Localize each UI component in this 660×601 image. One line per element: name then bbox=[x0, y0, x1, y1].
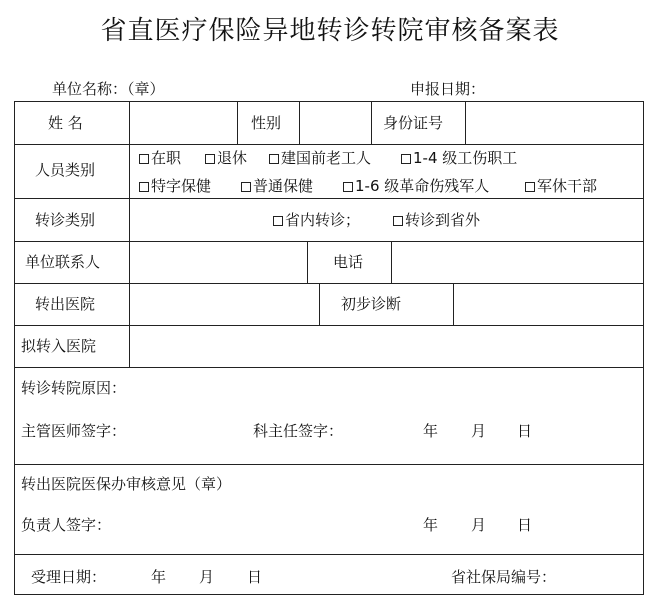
row-divider bbox=[15, 554, 643, 555]
col-divider bbox=[237, 102, 238, 144]
col-divider bbox=[371, 102, 372, 144]
row-divider bbox=[15, 198, 643, 199]
id-number-label: 身份证号 bbox=[383, 114, 444, 132]
form-title: 省直医疗保险异地转诊转院审核备案表 bbox=[100, 16, 560, 46]
person-category-label: 人员类别 bbox=[35, 161, 96, 179]
to-hospital-label: 拟转入医院 bbox=[21, 337, 97, 355]
unit-name-label: 单位名称：（章） bbox=[52, 80, 165, 98]
checkbox-icon bbox=[393, 216, 403, 226]
category-option-veteran-worker[interactable]: 建国前老工人 bbox=[269, 149, 371, 167]
category-option-retired-cadre[interactable]: 军休干部 bbox=[525, 177, 597, 195]
diagnosis-label: 初步诊断 bbox=[341, 295, 402, 313]
year-label: 年 bbox=[423, 422, 439, 440]
category-option-normal-care[interactable]: 普通保健 bbox=[241, 177, 313, 195]
row-divider bbox=[15, 241, 643, 242]
col-divider bbox=[391, 241, 392, 283]
row-divider bbox=[15, 283, 643, 284]
transfer-reason-label: 转诊转院原因： bbox=[21, 379, 127, 397]
row-divider bbox=[15, 464, 643, 465]
name-label: 姓 名 bbox=[48, 114, 83, 132]
row-divider bbox=[15, 144, 643, 145]
checkbox-icon bbox=[401, 154, 411, 164]
year-label: 年 bbox=[423, 516, 439, 534]
report-date-label: 申报日期： bbox=[410, 80, 486, 98]
year-label: 年 bbox=[151, 568, 167, 586]
category-option-injured-worker[interactable]: 1-4 级工伤职工 bbox=[401, 149, 517, 167]
checkbox-icon bbox=[269, 154, 279, 164]
day-label: 日 bbox=[247, 568, 263, 586]
director-signature-label: 科主任签字： bbox=[253, 422, 344, 440]
month-label: 月 bbox=[471, 422, 487, 440]
label-column-divider bbox=[129, 102, 130, 367]
row-divider bbox=[15, 367, 643, 368]
checkbox-icon bbox=[343, 182, 353, 192]
day-label: 日 bbox=[517, 422, 533, 440]
col-divider bbox=[299, 102, 300, 144]
checkbox-icon bbox=[205, 154, 215, 164]
col-divider bbox=[453, 283, 454, 325]
month-label: 月 bbox=[199, 568, 215, 586]
responsible-signature-label: 负责人签字： bbox=[21, 516, 112, 534]
bureau-number-label: 省社保局编号： bbox=[451, 568, 557, 586]
from-hospital-label: 转出医院 bbox=[35, 295, 96, 313]
checkbox-icon bbox=[273, 216, 283, 226]
checkbox-icon bbox=[241, 182, 251, 192]
doctor-signature-label: 主管医师签字： bbox=[21, 422, 127, 440]
transfer-option-in-province[interactable]: 省内转诊； bbox=[273, 211, 360, 229]
unit-contact-label: 单位联系人 bbox=[25, 253, 101, 271]
month-label: 月 bbox=[471, 516, 487, 534]
category-option-retired[interactable]: 退休 bbox=[205, 149, 247, 167]
checkbox-icon bbox=[139, 182, 149, 192]
checkbox-icon bbox=[139, 154, 149, 164]
accept-date-label: 受理日期： bbox=[31, 568, 107, 586]
col-divider bbox=[319, 283, 320, 325]
checkbox-icon bbox=[525, 182, 535, 192]
insurance-office-opinion-label: 转出医院医保办审核意见（章） bbox=[21, 475, 232, 493]
col-divider bbox=[465, 102, 466, 144]
category-option-disabled-soldier[interactable]: 1-6 级革命伤残军人 bbox=[343, 177, 489, 195]
phone-label: 电话 bbox=[333, 253, 364, 271]
col-divider bbox=[307, 241, 308, 283]
row-divider bbox=[15, 325, 643, 326]
gender-label: 性别 bbox=[251, 114, 282, 132]
transfer-type-label: 转诊类别 bbox=[35, 211, 96, 229]
category-option-special-care[interactable]: 特字保健 bbox=[139, 177, 211, 195]
transfer-option-out-province[interactable]: 转诊到省外 bbox=[393, 211, 480, 229]
category-option-in-service[interactable]: 在职 bbox=[139, 149, 181, 167]
day-label: 日 bbox=[517, 516, 533, 534]
form-table bbox=[14, 101, 644, 595]
